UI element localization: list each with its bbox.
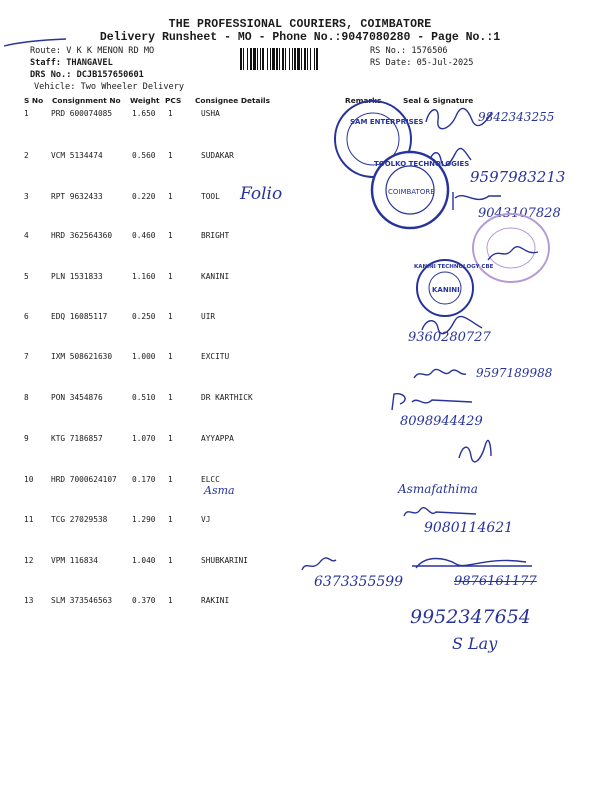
table-row — [0, 475, 600, 489]
row-pcs: 1 — [168, 515, 173, 524]
row-pcs: 1 — [168, 393, 173, 402]
row-pcs: 1 — [168, 434, 173, 443]
row-weight: 1.000 — [132, 352, 156, 361]
handwritten-signature-10: Asmafathima — [398, 482, 478, 496]
row-sno: 2 — [24, 151, 29, 160]
staff-line: Staff: THANGAVEL — [30, 58, 113, 68]
row-pcs: 1 — [168, 272, 173, 281]
stamp-b-text: TOOLKO TECHNOLOGIES — [374, 160, 470, 168]
handwritten-phone-8: 8098944429 — [400, 414, 483, 429]
row-sno: 13 — [24, 596, 34, 605]
route-line: Route: V K K MENON RD MO — [30, 46, 155, 56]
row-weight: 0.370 — [132, 596, 156, 605]
row-sno: 5 — [24, 272, 29, 281]
row-pcs: 1 — [168, 151, 173, 160]
row-sno: 8 — [24, 393, 29, 402]
col-consignment: Consignment No — [52, 96, 121, 105]
row-consignment: HRD 7000624107 — [51, 475, 117, 484]
row-sno: 9 — [24, 434, 29, 443]
handwritten-phone-3: 9043107828 — [478, 206, 561, 221]
handwritten-phone-2: 9597983213 — [470, 168, 566, 186]
row-consignment: PRD 600074085 — [51, 109, 113, 118]
barcode-bar — [318, 48, 319, 70]
row-sno: 1 — [24, 109, 29, 118]
row-sno: 6 — [24, 312, 29, 321]
row-weight: 0.220 — [132, 192, 156, 201]
rs-date: RS Date: 05-Jul-2025 — [370, 58, 474, 68]
handwritten-phone-12a: 6373355599 — [314, 574, 404, 590]
handwritten-phone-6: 9360280727 — [408, 330, 491, 345]
rs-number: RS No.: 1576506 — [370, 46, 448, 56]
col-remarks: Remarks — [345, 96, 382, 105]
row-sno: 10 — [24, 475, 34, 484]
stamp-kanini — [410, 256, 494, 320]
row-weight: 0.170 — [132, 475, 156, 484]
row-pcs: 1 — [168, 109, 173, 118]
handwritten-phone-13: 9952347654 — [410, 606, 531, 628]
row-sno: 12 — [24, 556, 34, 565]
row-consignment: RPT 9632433 — [51, 192, 103, 201]
row-weight: 0.560 — [132, 151, 156, 160]
row-consignment: VCM 5134474 — [51, 151, 103, 160]
row-pcs: 1 — [168, 596, 173, 605]
page-subtitle: Delivery Runsheet - MO - Phone No.:9047080280 - Page No.:1 — [99, 31, 501, 44]
row-consignment: KTG 7186857 — [51, 434, 103, 443]
handwritten-phone-11: 9080114621 — [424, 520, 514, 536]
page-title: THE PROFESSIONAL COURIERS, COIMBATORE — [168, 18, 432, 31]
row-weight: 0.510 — [132, 393, 156, 402]
row-consignment: TCG 27029538 — [51, 515, 108, 524]
handwritten-phone-1: 9842343255 — [478, 110, 555, 124]
row-weight: 1.160 — [132, 272, 156, 281]
row-pcs: 1 — [168, 231, 173, 240]
stamp-b-center: COIMBATORE — [388, 188, 435, 196]
row-consignment: SLM 373546563 — [51, 596, 113, 605]
row-sno: 3 — [24, 192, 29, 201]
signature-row-11 — [400, 504, 480, 524]
row-consignee: SUDAKAR — [201, 151, 234, 160]
signature-row-9 — [455, 440, 495, 464]
row-pcs: 1 — [168, 475, 173, 484]
barcode — [240, 48, 364, 70]
row-pcs: 1 — [168, 556, 173, 565]
pen-stroke — [0, 36, 70, 50]
row-weight: 0.460 — [132, 231, 156, 240]
handwritten-phone-12b: 9876161177 — [454, 574, 537, 589]
col-consignee: Consignee Details — [195, 96, 270, 105]
stamp-a-text: SAM ENTERPRISES — [350, 118, 424, 126]
table-row — [0, 352, 600, 366]
stamp-toolko — [368, 148, 470, 232]
row-consignee: KANINI — [201, 272, 230, 281]
row-weight: 1.650 — [132, 109, 156, 118]
row-consignee: RAKINI — [201, 596, 230, 605]
table-row — [0, 192, 600, 206]
row-pcs: 1 — [168, 192, 173, 201]
row-consignment: IXM 508621630 — [51, 352, 113, 361]
stamp-c-text: KANINI TECHNOLOGY CBE — [414, 264, 494, 270]
row-sno: 11 — [24, 515, 34, 524]
signature-row-12 — [296, 550, 596, 590]
handwritten-signature-13: S Lay — [452, 634, 498, 653]
signature-row-8 — [388, 390, 478, 414]
drs-line: DRS No.: DCJB157650601 — [30, 70, 144, 80]
row-consignment: PON 3454876 — [51, 393, 103, 402]
col-weight: Weight — [130, 96, 160, 105]
row-consignee: EXCITU — [201, 352, 230, 361]
stamp-c-center: KANINI — [432, 286, 460, 294]
stamp-violet — [468, 210, 554, 286]
signature-row-7 — [410, 364, 470, 384]
table-row — [0, 312, 600, 326]
table-row — [0, 393, 600, 407]
row-consignee: BRIGHT — [201, 231, 230, 240]
col-seal: Seal & Signature — [403, 96, 474, 105]
row-consignee: VJ — [201, 515, 211, 524]
row-consignee: SHUBKARINI — [201, 556, 248, 565]
row-consignment: PLN 1531833 — [51, 272, 103, 281]
row-consignment: HRD 362564360 — [51, 231, 113, 240]
row-weight: 1.070 — [132, 434, 156, 443]
col-sno: S No — [24, 96, 44, 105]
vehicle-line: Vehicle: Two Wheeler Delivery — [34, 82, 185, 92]
row-consignee: USHA — [201, 109, 220, 118]
row-sno: 4 — [24, 231, 29, 240]
col-pcs: PCS — [165, 96, 182, 105]
row-pcs: 1 — [168, 312, 173, 321]
row-weight: 1.040 — [132, 556, 156, 565]
row-consignment: EDQ 16085117 — [51, 312, 108, 321]
row-consignment: VPM 116834 — [51, 556, 98, 565]
row-weight: 0.250 — [132, 312, 156, 321]
handwritten-phone-7: 9597189988 — [476, 366, 553, 380]
row-consignee: ELCC — [201, 475, 220, 484]
row-sno: 7 — [24, 352, 29, 361]
row-consignee: AYYAPPA — [201, 434, 234, 443]
row-pcs: 1 — [168, 352, 173, 361]
row-consignee: TOOL — [201, 192, 220, 201]
table-row — [0, 434, 600, 448]
row-consignee: DR KARTHICK — [201, 393, 253, 402]
handwritten-folio: Folio — [240, 184, 283, 204]
table-row — [0, 151, 600, 165]
handwritten-asma: Asma — [204, 484, 235, 497]
row-consignee: UIR — [201, 312, 216, 321]
row-weight: 1.290 — [132, 515, 156, 524]
